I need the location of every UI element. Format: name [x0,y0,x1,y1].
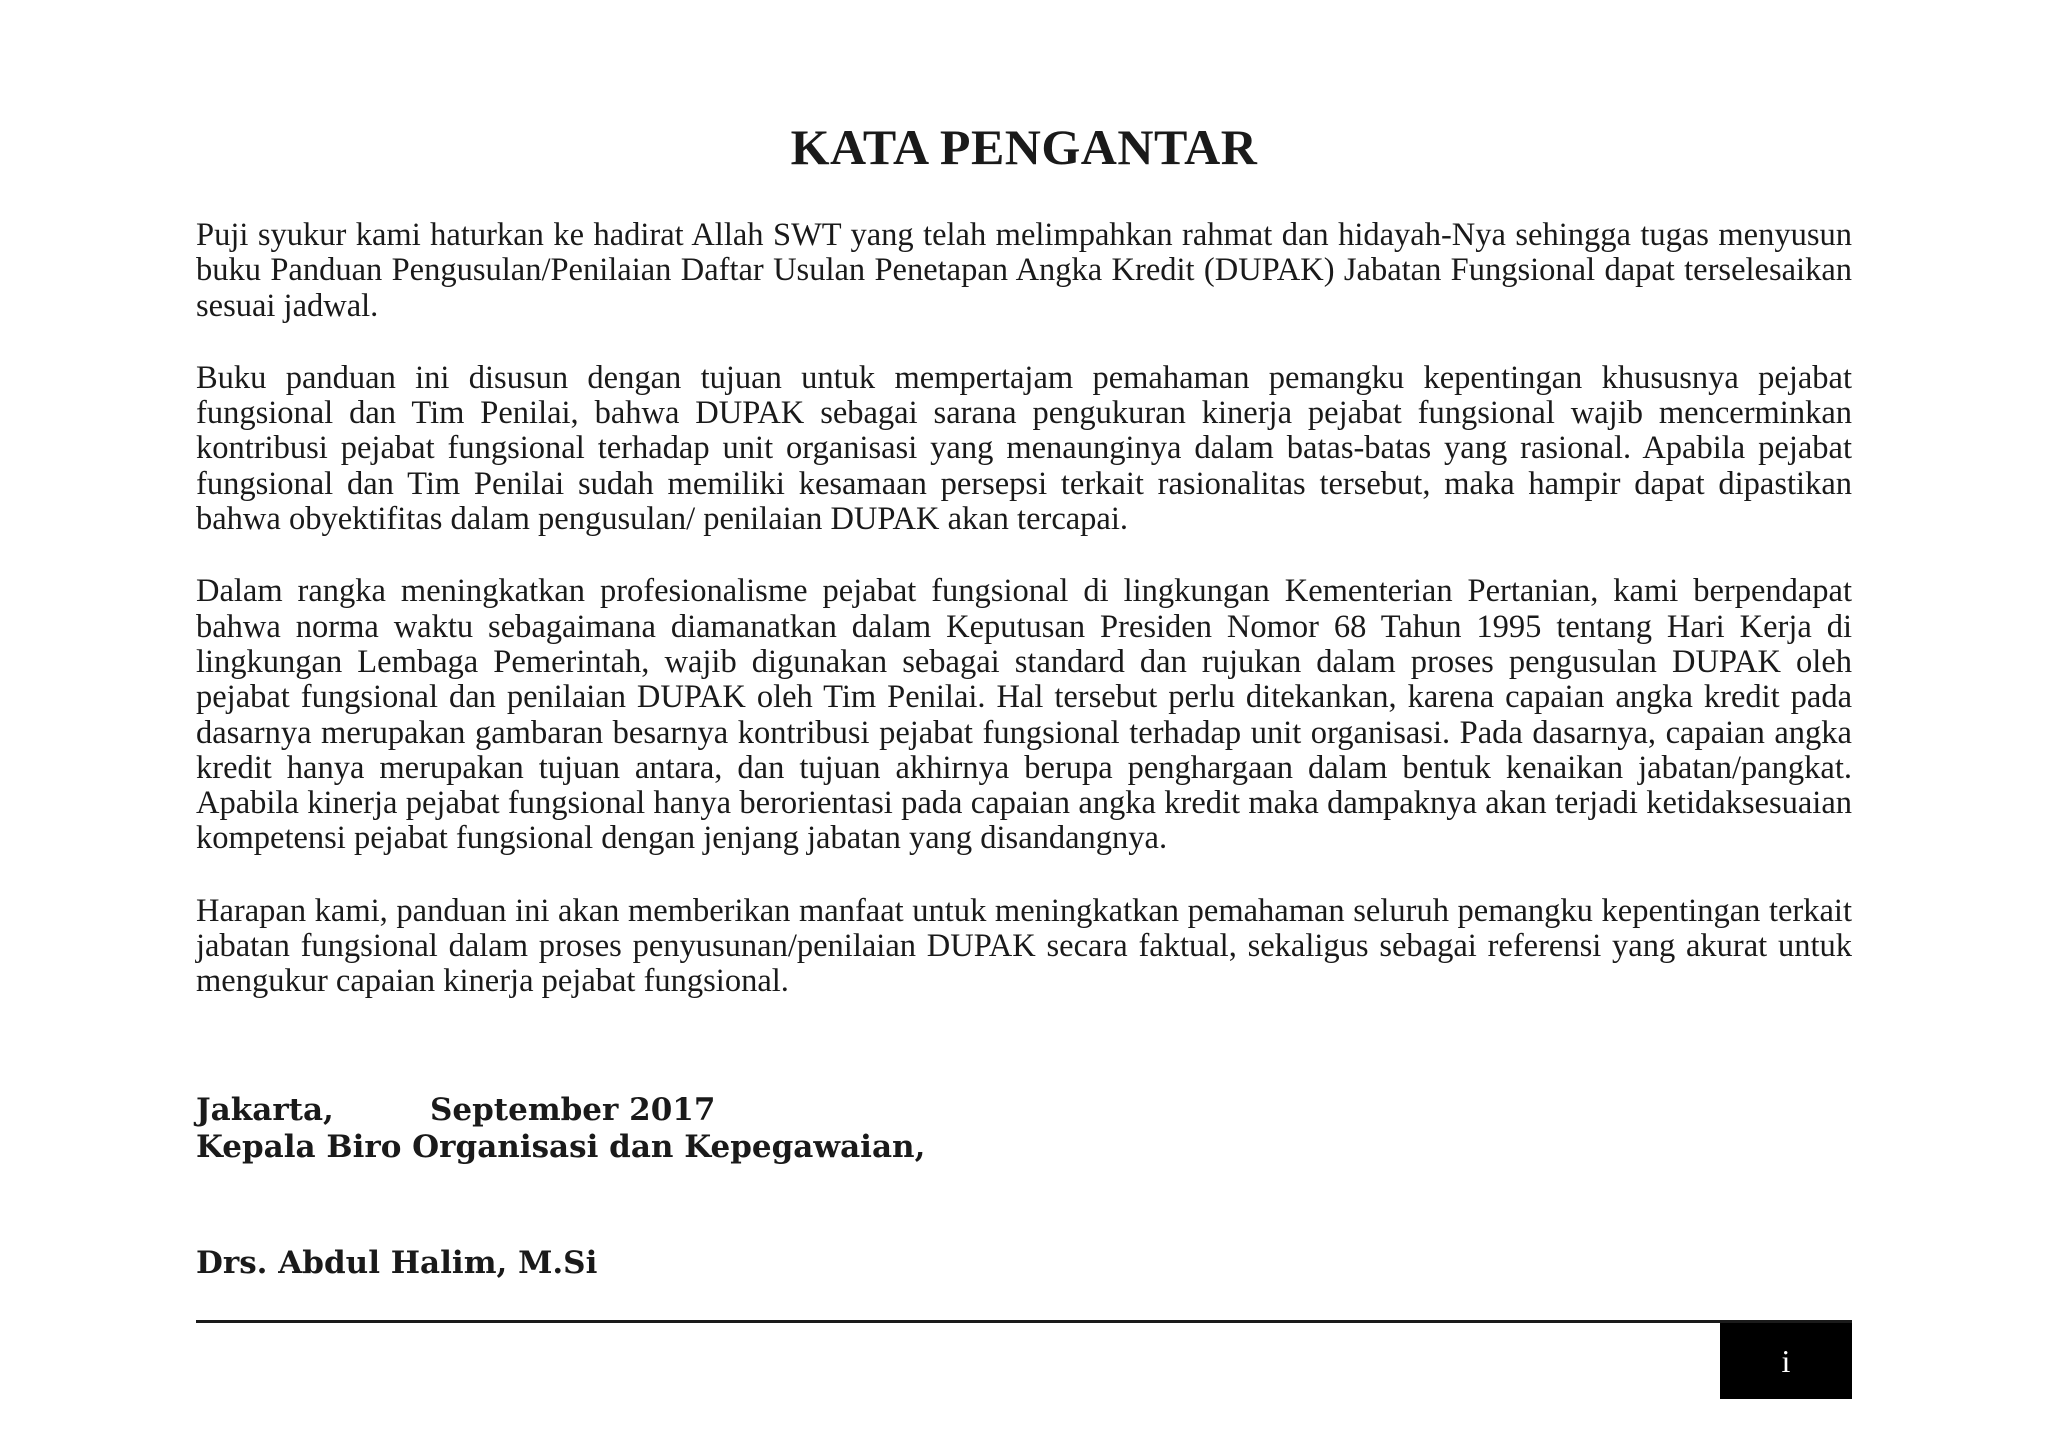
page-number: i [1781,1342,1791,1379]
signature-place-date [196,1092,1396,1129]
page-number-box [1720,1323,1852,1399]
signature-block [196,1092,1396,1166]
signature-date: September 2017 [430,1092,716,1128]
paragraph-1: Puji syukur kami haturkan ke hadirat Allah SWT yang telah melimpahkan rahmat dan hidayah-Nya sehingga tugas menyusun buku Panduan Pengusulan/Penilaian Daftar Usulan Penetapan Angka Kredit (DUPAK) Jabatan Fungsional dapat terselesaikan sesuai jadwal. [196,217,1852,324]
signature-name: Drs. Abdul Halim, M.Si [196,1245,598,1281]
footer-divider [196,1320,1852,1323]
paragraph-3: Dalam rangka meningkatkan profesionalisme pejabat fungsional di lingkungan Kementerian Pertanian, kami berpendapat bahwa norma waktu sebagaimana diamanatkan dalam Keputusan Presiden Nomor 68 Tahun 1995 tentang Hari Kerja di lingkungan Lembaga Pemerintah, wajib digunakan sebagai standard dan rujukan dalam proses pengusulan DUPAK oleh pejabat fungsional dan penilaian DUPAK oleh Tim Penilai. Hal tersebut perlu ditekankan, karena capaian angka kredit pada dasarnya merupakan gambaran besarnya kontribusi pejabat fungsional terhadap unit organisasi. Pada dasarnya, capaian angka kredit hanya merupakan tujuan antara, dan tujuan akhirnya berupa penghargaan dalam bentuk kenaikan jabatan/pangkat. Apabila kinerja pejabat fungsional hanya berorientasi pada capaian angka kredit maka dampaknya akan terjadi ketidaksesuaian kompetensi pejabat fungsional dengan jenjang jabatan yang disandangnya. [196,573,1852,857]
paragraph-2: Buku panduan ini disusun dengan tujuan untuk mempertajam pemahaman pemangku kepentingan khususnya pejabat fungsional dan Tim Penilai, bahwa DUPAK sebagai sarana pengukuran kinerja pejabat fungsional wajib mencerminkan kontribusi pejabat fungsional terhadap unit organisasi yang menaunginya dalam batas-batas yang rasional. Apabila pejabat fungsional dan Tim Penilai sudah memiliki kesamaan persepsi terkait rasionalitas tersebut, maka hampir dapat dipastikan bahwa obyektifitas dalam pengusulan/ penilaian DUPAK akan tercapai. [196,359,1852,538]
page-title: KATA PENGANTAR [790,119,1258,175]
paragraph-4: Harapan kami, panduan ini akan memberikan manfaat untuk meningkatkan pemahaman seluruh pemangku kepentingan terkait jabatan fungsional dalam proses penyusunan/penilaian DUPAK secara faktual, sekaligus sebagai referensi yang akurat untuk mengukur capaian kinerja pejabat fungsional. [196,892,1852,1000]
signature-position: Kepala Biro Organisasi dan Kepegawaian, [196,1129,926,1165]
body-text [196,218,1852,1037]
signature-city: Jakarta, [196,1092,334,1128]
